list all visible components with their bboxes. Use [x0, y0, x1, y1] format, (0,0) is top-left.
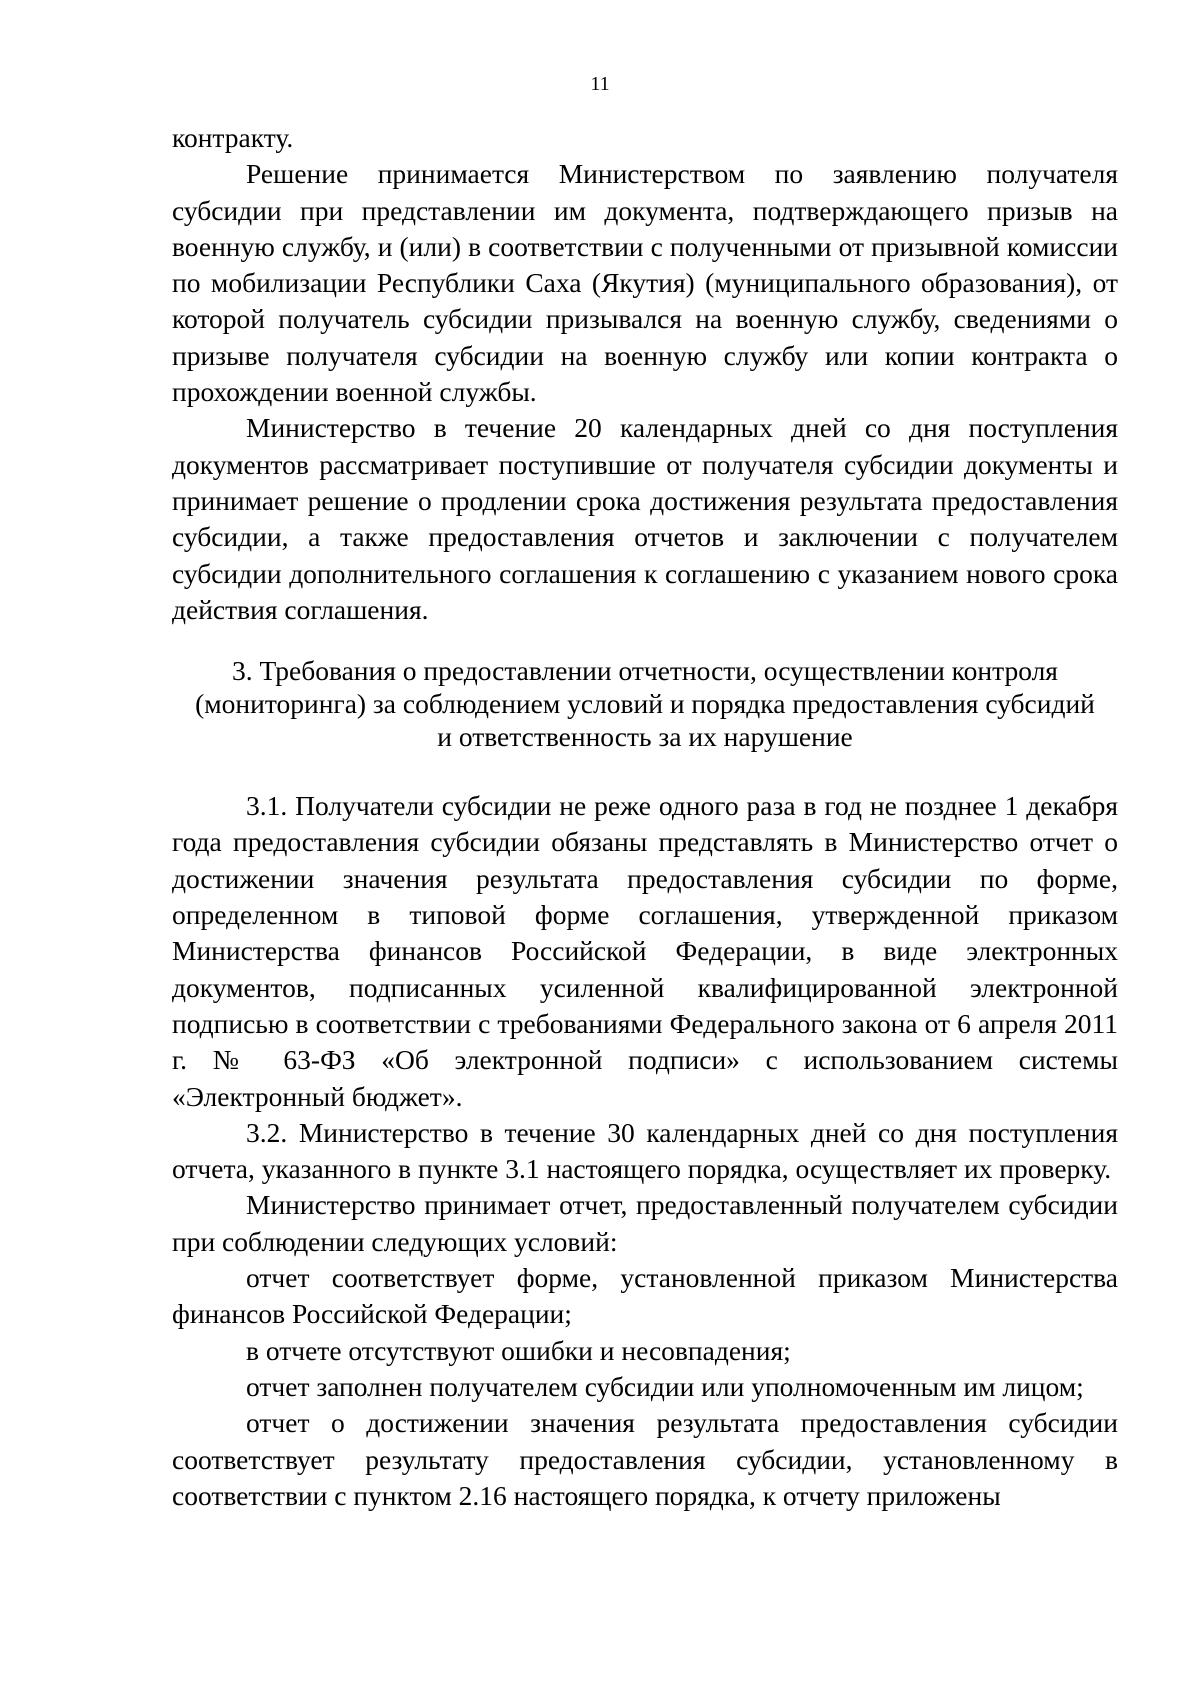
section-heading-line-1: 3. Требования о предоставлении отчетности, осуществлении контроля [232, 655, 1058, 687]
paragraph-contract-continuation: контракту. [172, 122, 294, 153]
section-3-heading [172, 654, 1118, 753]
paragraph-decision: Решение принимается Министерством по заявлению получателя субсидии при представлении им документа, подтверждающего призыв на военную службу, и (или) в соответствии с полученными от призывной комиссии по мобилизации Республики Саха (Якутия) (муниципального образования), от которой получатель субсидии призывался на военную службу, сведениями о призыве получателя субсидии на военную службу или копии контракта о прохождении военной службы. [172, 158, 1118, 408]
paragraph-condition-filled-by: отчет заполнен получателем субсидии или уполномоченным им лицом; [246, 1370, 1084, 1402]
paragraph-ministry-review: Министерство в течение 20 календарных дней со дня поступления документов рассматривает поступившие от получателя субсидии документы и принимает решение о продлении срока достижения результата предоставления субсидии, а также предоставления отчетов и заключении с получателем субсидии дополнительного соглашения к соглашению с указанием нового срока действия соглашения. [172, 412, 1118, 625]
paragraph-report-acceptance: Министерство принимает отчет, предоставленный получателем субсидии при соблюдении следующих условий: [172, 1189, 1118, 1257]
section-heading-line-2: (мониторинга) за соблюдением условий и порядка предоставления субсидий [195, 688, 1095, 720]
page-number: 11 [590, 73, 610, 95]
paragraph-3-2: 3.2. Министерство в течение 30 календарных дней со дня поступления отчета, указанного в пункте 3.1 настоящего порядка, осуществляет их проверку. [172, 1116, 1118, 1185]
document-body [172, 120, 1118, 1514]
paragraph-3-1: 3.1. Получатели субсидии не реже одного раза в год не позднее 1 декабря года предоставления субсидии обязаны представлять в Министерство отчет о достижении значения результата предоставления субсидии по форме, определенном в типовой форме соглашения, утвержденной приказом Министерства финансов Российской Федерации, в виде электронных документов, подписанных усиленной квалифицированной электронной подписью в соответствии с требованиями Федерального закона от 6 апреля 2011 г. № 63-ФЗ «Об электронной подписи» с использованием системы «Электронный бюджет». [172, 790, 1118, 1112]
paragraph-condition-no-errors: в отчете отсутствуют ошибки и несовпадения; [246, 1334, 791, 1366]
paragraph-condition-result: отчет о достижении значения результата предоставления субсидии соответствует результату предоставления субсидии, установленному в соответствии с пунктом 2.16 настоящего порядка, к отчету приложены [172, 1407, 1118, 1511]
paragraph-condition-form: отчет соответствует форме, установленной приказом Министерства финансов Российской Федерации; [172, 1262, 1118, 1330]
section-heading-line-3: и ответственность за их нарушение [437, 721, 853, 753]
